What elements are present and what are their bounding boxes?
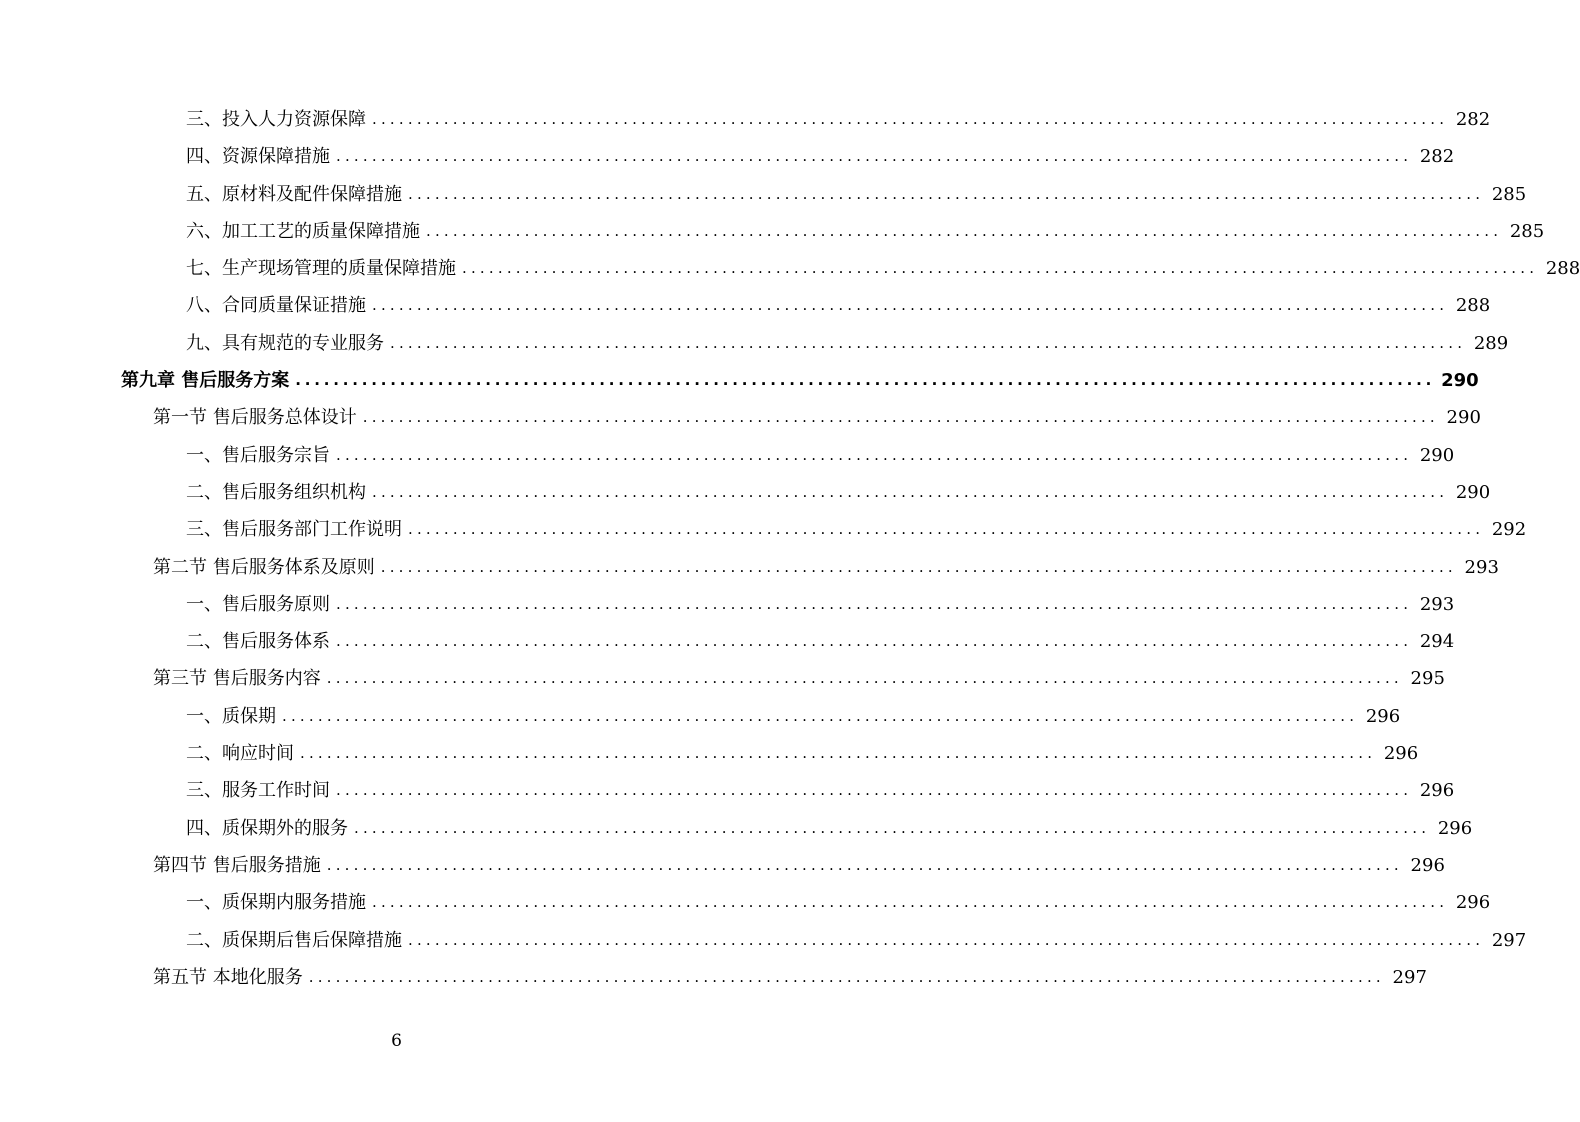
- toc-entry-title: 四、资源保障措施: [186, 146, 330, 168]
- toc-entry-page: 296: [1419, 780, 1455, 802]
- toc-entry-title: 第二节 售后服务体系及原则: [153, 556, 375, 578]
- toc-entry-page: 294: [1419, 631, 1455, 653]
- table-of-contents: [0, 101, 1580, 996]
- toc-dot-leader: ........................................................................................................................: [326, 669, 1403, 688]
- toc-entry-page: 296: [1383, 743, 1419, 765]
- toc-entry-title: 二、售后服务组织机构: [186, 481, 366, 503]
- toc-entry[interactable]: [0, 250, 1580, 287]
- toc-entry[interactable]: [0, 101, 1491, 138]
- toc-entry[interactable]: [0, 735, 1419, 772]
- toc-entry[interactable]: [0, 176, 1527, 213]
- toc-entry-title: 第五节 本地化服务: [153, 966, 303, 988]
- toc-dot-leader: ........................................................................................................................: [336, 632, 1413, 651]
- toc-entry-page: 288: [1545, 258, 1580, 280]
- toc-section-entry[interactable]: [0, 549, 1499, 586]
- toc-entry-title: 八、合同质量保证措施: [186, 295, 366, 317]
- toc-entry[interactable]: [0, 772, 1455, 809]
- toc-entry-title: 三、投入人力资源保障: [186, 109, 366, 130]
- toc-entry-title: 六、加工工艺的质量保障措施: [186, 220, 420, 242]
- toc-entry-title: 第一节 售后服务总体设计: [153, 407, 357, 429]
- toc-dot-leader: ........................................................................................................................: [295, 371, 1436, 390]
- toc-dot-leader: ........................................................................................................................: [336, 594, 1413, 613]
- page-number: 6: [391, 1031, 402, 1051]
- toc-entry-title: 二、响应时间: [186, 743, 294, 765]
- toc-dot-leader: ........................................................................................................................: [408, 184, 1485, 203]
- toc-entry-page: 290: [1446, 407, 1481, 429]
- toc-entry-title: 四、质保期外的服务: [186, 817, 348, 839]
- toc-entry-title: 二、质保期后售后保障措施: [186, 929, 402, 951]
- toc-dot-leader: ........................................................................................................................: [336, 147, 1413, 166]
- toc-entry[interactable]: [0, 810, 1473, 847]
- toc-entry-page: 297: [1491, 929, 1527, 951]
- toc-entry-page: 290: [1455, 481, 1491, 503]
- toc-entry-title: 一、质保期: [186, 705, 276, 727]
- toc-entry-page: 292: [1491, 519, 1527, 541]
- toc-entry[interactable]: [0, 586, 1455, 623]
- toc-entry-title: 一、质保期内服务措施: [186, 892, 366, 914]
- toc-dot-leader: ........................................................................................................................: [408, 520, 1485, 539]
- toc-dot-leader: ........................................................................................................................: [300, 744, 1377, 763]
- toc-entry-title: 七、生产现场管理的质量保障措施: [186, 258, 456, 280]
- toc-entry[interactable]: [0, 511, 1527, 548]
- toc-dot-leader: ........................................................................................................................: [372, 110, 1449, 128]
- toc-dot-leader: ........................................................................................................................: [426, 221, 1503, 240]
- toc-entry[interactable]: [0, 884, 1491, 921]
- toc-entry-page: 289: [1473, 332, 1509, 354]
- toc-dot-leader: ........................................................................................................................: [390, 333, 1467, 352]
- toc-entry-page: 285: [1491, 183, 1527, 205]
- toc-section-entry[interactable]: [0, 660, 1445, 697]
- toc-dot-leader: ........................................................................................................................: [336, 781, 1413, 800]
- toc-entry-title: 一、售后服务宗旨: [186, 444, 330, 466]
- toc-entry-title: 五、原材料及配件保障措施: [186, 183, 402, 205]
- toc-entry-title: 第四节 售后服务措施: [153, 854, 321, 876]
- toc-entry-page: 295: [1410, 668, 1445, 690]
- toc-entry[interactable]: [0, 474, 1491, 511]
- toc-entry-page: 296: [1455, 892, 1491, 914]
- toc-entry-title: 九、具有规范的专业服务: [186, 332, 384, 354]
- toc-entry-title: 一、售后服务原则: [186, 593, 330, 615]
- toc-entry[interactable]: [0, 325, 1509, 362]
- toc-dot-leader: ........................................................................................................................: [380, 557, 1457, 576]
- toc-entry-page: 290: [1419, 444, 1455, 466]
- toc-chapter-entry[interactable]: [0, 362, 1479, 399]
- toc-entry-page: 282: [1419, 146, 1455, 168]
- toc-entry-page: 296: [1410, 854, 1445, 876]
- toc-dot-leader: ........................................................................................................................: [282, 706, 1359, 725]
- toc-entry-title: 第三节 售后服务内容: [153, 668, 321, 690]
- toc-dot-leader: ........................................................................................................................: [408, 930, 1485, 949]
- toc-entry-page: 297: [1392, 966, 1427, 988]
- toc-entry[interactable]: [0, 623, 1455, 660]
- toc-entry-page: 290: [1441, 370, 1479, 392]
- toc-dot-leader: ........................................................................................................................: [372, 296, 1449, 315]
- toc-dot-leader: ........................................................................................................................: [372, 482, 1449, 501]
- toc-entry[interactable]: [0, 138, 1455, 175]
- toc-entry-page: 288: [1455, 295, 1491, 317]
- toc-section-entry[interactable]: [0, 847, 1445, 884]
- toc-dot-leader: ........................................................................................................................: [326, 855, 1403, 874]
- toc-entry-page: 296: [1365, 705, 1401, 727]
- toc-dot-leader: ........................................................................................................................: [308, 967, 1385, 986]
- toc-entry-page: 285: [1509, 220, 1545, 242]
- toc-dot-leader: ........................................................................................................................: [462, 259, 1539, 278]
- toc-entry[interactable]: [0, 287, 1491, 324]
- toc-section-entry[interactable]: [0, 399, 1481, 436]
- toc-entry-title: 第九章 售后服务方案: [121, 370, 290, 392]
- toc-dot-leader: ........................................................................................................................: [362, 408, 1439, 427]
- toc-entry-page: 293: [1464, 556, 1499, 578]
- toc-entry-title: 二、售后服务体系: [186, 631, 330, 653]
- toc-entry-page: 282: [1455, 109, 1491, 130]
- toc-entry[interactable]: [0, 698, 1401, 735]
- toc-entry-page: 296: [1437, 817, 1473, 839]
- toc-dot-leader: ........................................................................................................................: [354, 818, 1431, 837]
- toc-entry-page: 293: [1419, 593, 1455, 615]
- toc-entry-title: 三、售后服务部门工作说明: [186, 519, 402, 541]
- toc-entry[interactable]: [0, 213, 1545, 250]
- toc-entry[interactable]: [0, 922, 1527, 959]
- toc-section-entry[interactable]: [0, 959, 1427, 996]
- toc-entry-title: 三、服务工作时间: [186, 780, 330, 802]
- toc-dot-leader: ........................................................................................................................: [372, 893, 1449, 912]
- toc-dot-leader: ........................................................................................................................: [336, 445, 1413, 464]
- toc-entry[interactable]: [0, 437, 1455, 474]
